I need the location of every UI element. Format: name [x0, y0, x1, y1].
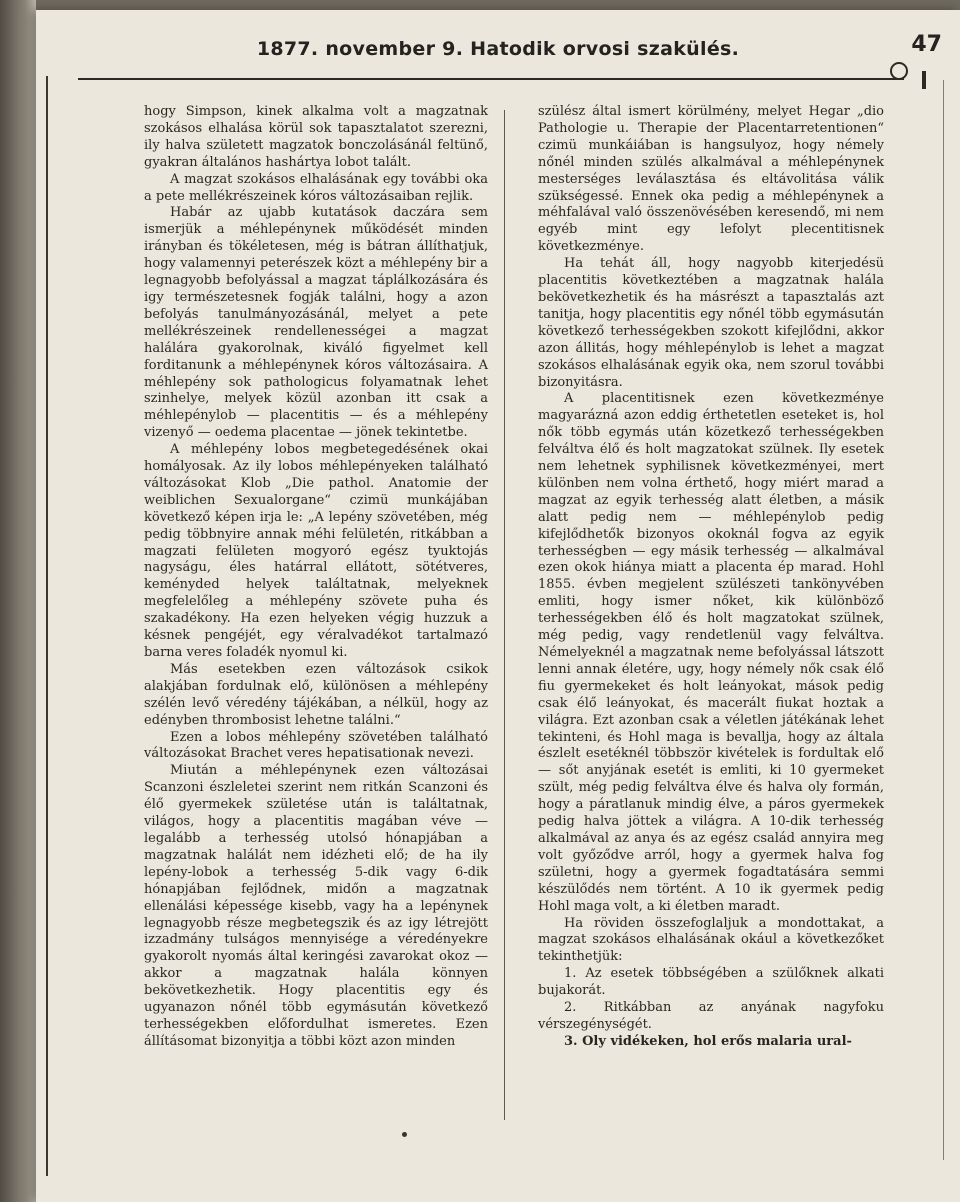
list-item-2: 2. Ritkábban az anyának nagyfoku vérszegénységét.	[538, 1000, 884, 1032]
right-column	[538, 104, 884, 1051]
paragraph-1: hogy Simpson, kinek alkalma volt a magzatnak szokásos elhalása körül sok tapasztalatot szerezni, ily halva született magzatok bonczolásánál feltünő, gyakran általános hashártya lobot talált.	[144, 104, 488, 170]
paragraph-7: Miután a méhlepénynek ezen változásai Scanzoni észleletei szerint nem ritkán Scanzoni és élő gyermekek születése után is találtatnak, világos, hogy a placentitis magában véve — legalább a terhesség utolsó hónapjában a magzatnak halálát nem idézheti elő; de ha ily lepény-lobok a terhesség 5-dik vagy 6-dik hónapjában fejlődnek, midőn a magzatnak ellenálási képessége kisebb, vagy ha a lepénynek legnagyobb része megbetegszik és az igy létrejött izzadmány tulságos mennyisége a véredényekre gyakorolt nyomás által keringési zavarokat okoz — akkor a magzatnak halála könnyen bekövetkezhetik. Hogy placentitis egy és ugyanazon nőnél több egymásután következő terhességekben előfordulhat ismeretes. Ezen állításomat bizonyitja a többi közt azon minden	[144, 763, 488, 1049]
right-edge-mark	[922, 71, 926, 89]
paragraph-2: A magzat szokásos elhalásának egy további oka a pete mellékrészeinek kóros változásaiban rejlik.	[144, 171, 488, 204]
list-item-1: 1. Az esetek többségében a szülőknek alkati bujakorát.	[538, 966, 884, 999]
paragraph-3: Habár az ujabb kutatások daczára sem ismerjük a méhlepénynek működését minden irányban és tökéletesen, még is bátran állíthatjuk, hogy valamennyi peterészek közt a méhlepény bir a legnagyobb befolyással a magzat táplálkozására és igy természetesnek fogják találni, hogy a azon befolyás tanulmányozásánál, melyet a pete mellékrészeinek rendellenességei a magzat halálára gyakorolnak, kiváló figyelmet kell forditanunk a méhlepénynek kóros változásaira. A méhlepény sok pathologicus folyamatnak lehet szinhelye, melyek közül azonban itt csak a méhlepénylob — placentitis — és a méhlepény vizenyő — oedema placentae — jönek tekintetbe.	[144, 205, 488, 441]
header-rule	[78, 78, 904, 80]
paragraph-4: A méhlepény lobos megbetegedésének okai homályosak. Az ily lobos méhlepényeken található változásokat Klob „Die pathol. Anatomie der weiblichen Sexualorgane“ czimü munkájában következő képen irja le: „A lepény szövetében, még pedig többnyire annak méhi felületén, ritkábban a magzati felületen mogyoró egész tyuktojás nagyságu, éles határral ellátott, sötétveres, keményded helyek találtatnak, melyeknek megfelelőleg a méhlepény szövete puha és szakadékony. Ha ezen helyeken végig huzzuk a késnek pengéjét, egy véralvadékot tartalmazó barna veres foladék nyomul ki.	[144, 442, 488, 660]
column-divider	[504, 110, 505, 1120]
paragraph-5: Más esetekben ezen változások csikok alakjában fordulnak elő, különösen a méhlepény szélén levő véredény tájékában, a nélkül, hogy az edényben thrombosist lehetne találni.“	[144, 661, 488, 728]
page-header	[36, 32, 960, 74]
paragraph-9: Ha tehát áll, hogy nagyobb kiterjedésü placentitis következtében a magzatnak halála bekövetkezhetik és ha másrészt a tapasztalás azt tanitja, hogy placentitis egy nőnél több egymásután következő terhességekben szokott kifejlődni, akkor azon állitás, hogy méhlepénylob is lehet a magzat szokásos elhalásának egyik oka, nem szorul további bizonyitásra.	[538, 256, 884, 390]
scanned-page	[36, 10, 960, 1202]
page-number: 47	[911, 32, 942, 57]
page-title: 1877. november 9. Hatodik orvosi szakülés.	[256, 38, 740, 60]
paragraph-8: szülész által ismert körülmény, melyet Hegar „dio Pathologie u. Therapie der Placentarretentionen“ czimü munkáiában is hangsulyoz, hogy némely nőnél minden szülés alkalmával a méhlepénynek mesterséges leválasztása és eltávolitása válik szükségessé. Ennek oka pedig a méhlepénynek a méhfalával való összenövésében keresendő, mi nem egyéb mint egy lefolyt plecentitisnek következménye.	[538, 104, 884, 255]
left-column	[144, 104, 488, 1051]
left-page-border	[46, 76, 48, 1176]
paragraph-6: Ezen a lobos méhlepény szövetében található változásokat Brachet veres hepatisationak nevezi.	[144, 729, 488, 762]
paragraph-10: A placentitisnek ezen következménye magyarázná azon eddig érthetetlen eseteket is, hol nők több egymás után közetkező terhességekben felváltva élő és holt magzatokat szülnek. Ily esetek nem lehetnek syphilisnek következményei, mert különben nem volna érthető, hogy miért marad a magzat az egyik terhesség alatt életben, a másik alatt pedig nem — méhlepénylob pedig kifejlődhetők bizonyos okoknál fogva az egyik terhességben — egy másik terhesség — alkalmával ezen okok hiánya miatt a placenta ép marad. Hohl 1855. évben megjelent szülészeti tankönyvében emliti, hogy ismer nőket, kik különböző terhességekben élő és holt magzatokat szülnek, még pedig, vagy rendetlenül vagy felváltva. Némelyeknél a magzatnak neme befolyással látszott lenni annak életére, ugy, hogy némely nők csak élő fiu gyermekeket és holt leányokat, mások pedig csak élő leányokat, és macerált fiukat hoztak a világra. Ezt azonban csak a véletlen játékának lehet tekinteni, és Hohl maga is bevallja, hogy az általa észlelt esetéknél többször kivételek is fordultak elő — sőt anyjának esetét is emliti, ki 10 gyermeket szült, még pedig felváltva élve és halva oly formán, hogy a páratlanuk mindig élve, a páros gyermekek pedig halva jöttek a világra. A 10-dik terhesség alkalmával az anya és az egész család annyira meg volt győződve arról, hogy a gyermek halva fog születni, hogy a gyermek fogadtatására semmi készülődés nem történt. A 10 ik gyermek pedig Hohl maga volt, a ki életben maradt.	[538, 391, 884, 914]
header-rule-ornament	[890, 62, 908, 80]
list-item-3: 3. Oly vidékeken, hol erős malaria ural-	[564, 1033, 852, 1049]
book-gutter	[0, 0, 36, 1202]
footer-dot	[402, 1132, 407, 1137]
right-page-border	[943, 80, 944, 1160]
paragraph-11: Ha röviden összefoglaljuk a mondottakat, a magzat szokásos elhalásának okául a következőket tekinthetjük:	[538, 915, 884, 965]
